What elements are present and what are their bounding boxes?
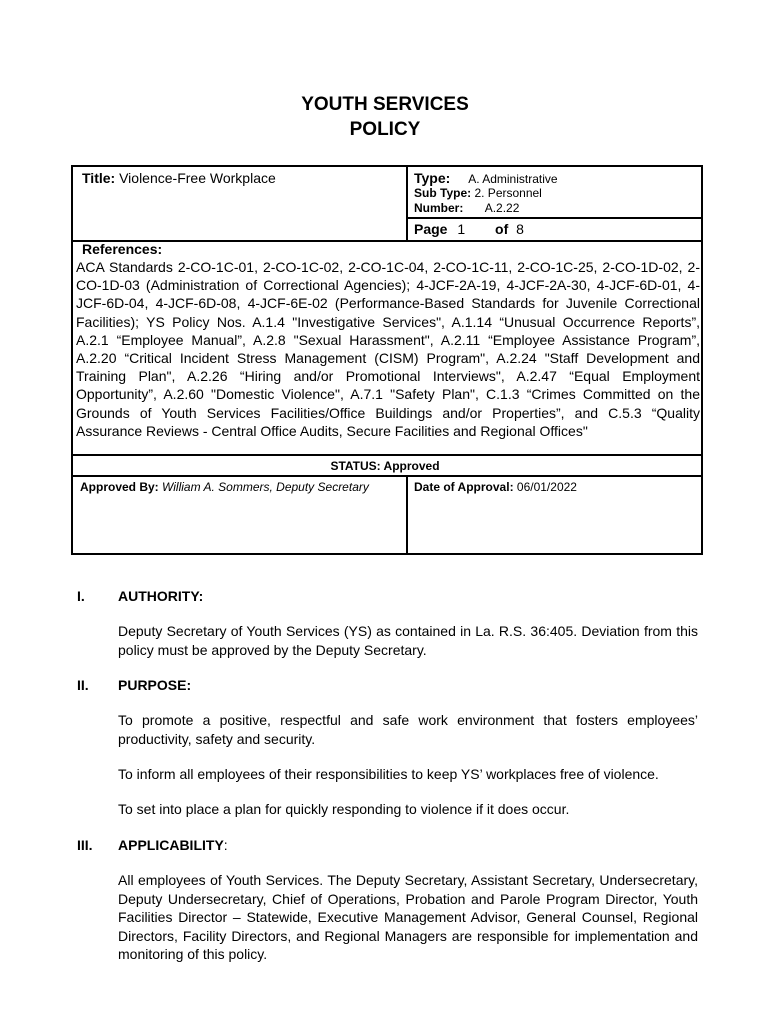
section-heading-authority: AUTHORITY: xyxy=(118,588,204,604)
section-num-authority: I. xyxy=(77,588,85,604)
date-label: Date of Approval: xyxy=(414,480,514,494)
type-label: Type: xyxy=(414,170,451,186)
table-line-refs xyxy=(71,240,703,242)
table-divider-bottom xyxy=(406,475,408,555)
subtype-label: Sub Type: xyxy=(414,186,472,200)
section-num-applicability: III. xyxy=(77,837,93,853)
subtype-field xyxy=(414,186,542,201)
page-label: Page xyxy=(414,221,448,237)
of-value: 8 xyxy=(516,221,524,237)
title-field xyxy=(82,170,276,187)
purpose-paragraph-2: To inform all employees of their responsibilities to keep YS’ workplaces free of violence. xyxy=(118,766,659,782)
page-value: 1 xyxy=(457,221,466,237)
purpose-paragraph-3: To set into place a plan for quickly responding to violence if it does occur. xyxy=(118,801,570,817)
references-text: ACA Standards 2-CO-1C-01, 2-CO-1C-02, 2-CO-1C-04, 2-CO-1C-11, 2-CO-1C-25, 2-CO-1D-02, 2-CO-1D-03 (Administration of Correctional Agencies); 4-JCF-2A-19, 4-JCF-2A-30, 4-JCF-6D-01, 4-JCF-6D-04, 4-JCF-6D-08, 4-JCF-6E-02 (Performance-Based Standards for Juvenile Correctional Facilities); YS Policy Nos. A.1.4 "Investigative Services", A.1.14 “Unusual Occurrence Reports”, A.2.1 “Employee Manual”, A.2.8 "Sexual Harassment", A.2.11 “Employee Assistance Program”, A.2.20 “Critical Incident Stress Management (CISM) Program", A.2.24 "Staff Development and Training Plan", A.2.26 “Hiring and/or Promotional Interviews", A.2.47 “Equal Employment Opportunity”, A.2.60 "Domestic Violence", A.7.1 "Safety Plan", C.1.3 “Crimes Committed on the Grounds of Youth Services Facilities/Office Buildings and/or Properties”, and C.5.3 “Quality Assurance Reviews - Central Office Audits, Secure Facilities and Regional Offices" xyxy=(76,259,700,439)
page-title-line1: YOUTH SERVICES xyxy=(301,94,469,115)
subtype-value: 2. Personnel xyxy=(474,186,542,200)
applicability-heading-text: APPLICABILITY xyxy=(118,837,224,853)
title-label: Title: xyxy=(82,170,116,186)
date-approval-field xyxy=(414,480,577,495)
table-line-status-top xyxy=(71,454,703,456)
table-divider-top xyxy=(406,165,408,241)
purpose-paragraph-1: To promote a positive, respectful and safe work environment that fosters employees’ productivity, safety and security. xyxy=(118,712,698,747)
title-value: Violence-Free Workplace xyxy=(119,170,276,186)
status-badge: STATUS: Approved xyxy=(330,459,440,473)
authority-paragraph: Deputy Secretary of Youth Services (YS) as contained in La. R.S. 36:405. Deviation from this policy must be approved by the Deputy Secretary. xyxy=(118,623,698,658)
page-field xyxy=(414,221,524,238)
applicability-colon: : xyxy=(223,837,228,853)
date-value: 06/01/2022 xyxy=(516,480,577,494)
table-line-page xyxy=(406,217,703,219)
approved-by-field xyxy=(80,480,369,495)
approved-by-value: William A. Sommers, Deputy Secretary xyxy=(162,480,369,494)
number-value: A.2.22 xyxy=(484,201,520,215)
number-field xyxy=(414,201,519,216)
references-label: References: xyxy=(82,241,163,257)
type-field xyxy=(414,170,558,187)
number-label: Number: xyxy=(414,201,464,215)
type-value: A. Administrative xyxy=(468,172,558,186)
section-heading-purpose: PURPOSE: xyxy=(118,677,192,693)
applicability-paragraph: All employees of Youth Services. The Deputy Secretary, Assistant Secretary, Undersecretary, Deputy Undersecretary, Chief of Operations, Probation and Parole Program Director, Youth Facilities Director – Statewide, Executive Management Advisor, General Counsel, Regional Directors, Facility Directors, and Regional Managers are responsible for implementation and monitoring of this policy. xyxy=(118,872,698,962)
page-title-line2: POLICY xyxy=(349,119,421,140)
section-heading-applicability xyxy=(118,837,228,853)
approved-by-label: Approved By: xyxy=(80,480,159,494)
of-label: of xyxy=(495,221,509,237)
section-num-purpose: II. xyxy=(77,677,89,693)
table-line-status-bottom xyxy=(71,475,703,477)
